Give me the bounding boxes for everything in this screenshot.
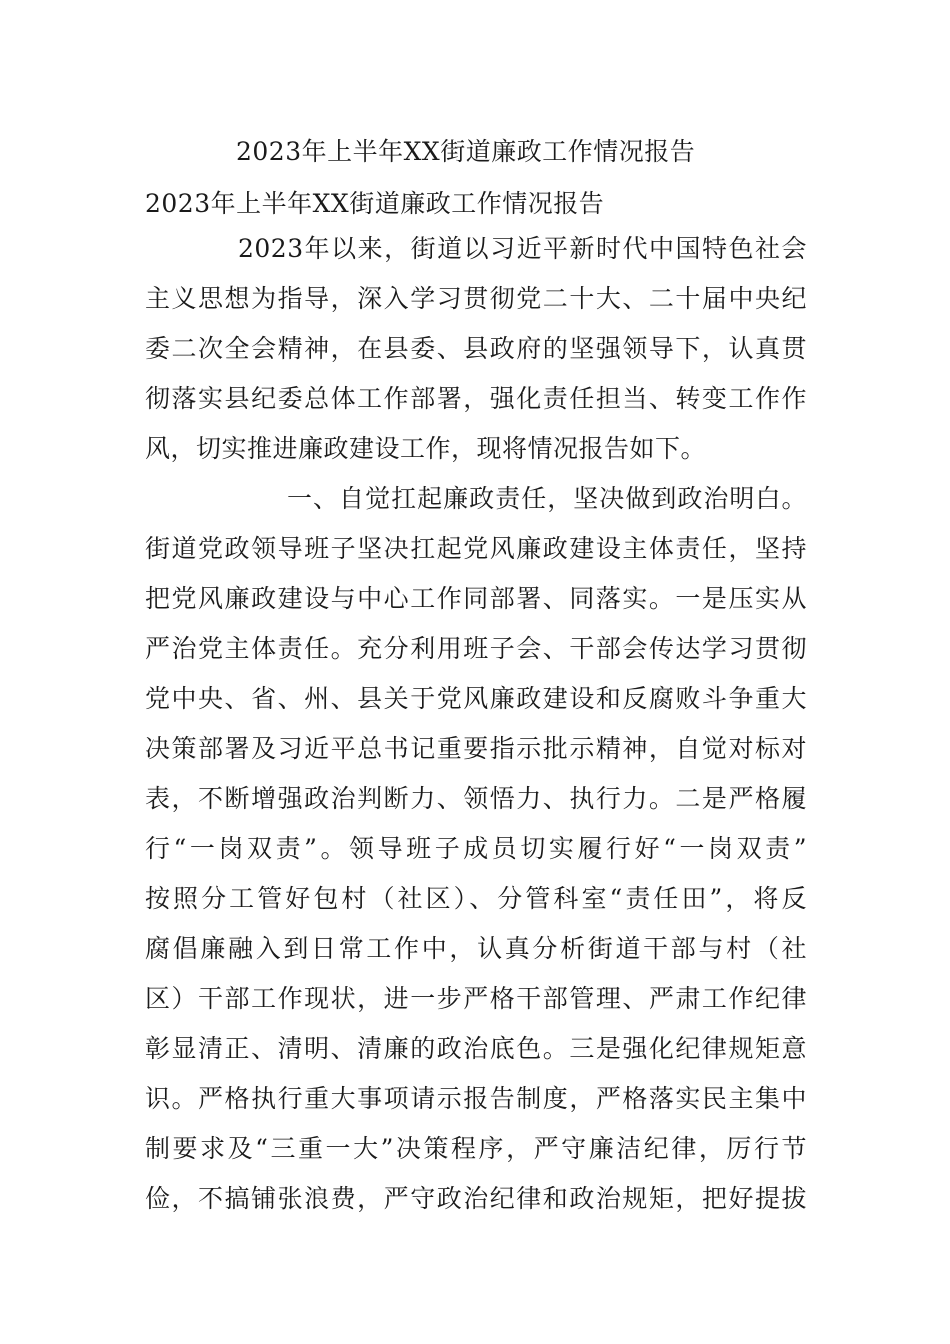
- paragraph-line: 党中央、省、州、县关于党风廉政建设和反腐败斗争重大: [145, 684, 807, 713]
- paragraph-line: 把党风廉政建设与中心工作同部署、同落实。一是压实从: [145, 584, 807, 613]
- paragraph-line: 彰显清正、清明、清廉的政治底色。三是强化纪律规矩意: [145, 1034, 807, 1063]
- paragraph-line: 俭，不搞铺张浪费，严守政治纪律和政治规矩，把好提拔: [145, 1184, 807, 1213]
- paragraph-line: 表，不断增强政治判断力、领悟力、执行力。二是严格履: [145, 784, 807, 813]
- paragraph-line: 彻落实县纪委总体工作部署，强化责任担当、转变工作作: [145, 384, 807, 413]
- paragraph-line: 决策部署及习近平总书记重要指示批示精神，自觉对标对: [145, 734, 807, 763]
- paragraph-line: 委二次全会精神，在县委、县政府的坚强领导下，认真贯: [145, 334, 807, 363]
- document-title: 2023年上半年XX街道廉政工作情况报告: [236, 137, 696, 166]
- paragraph-line: 按照分工管好包村（社区）、分管科室“责任田”，将反: [145, 884, 807, 913]
- paragraph-line: 风，切实推进廉政建设工作，现将情况报告如下。: [145, 434, 707, 463]
- paragraph-line: 2023年以来，街道以习近平新时代中国特色社会: [238, 234, 807, 263]
- paragraph-line: 制要求及“三重一大”决策程序，严守廉洁纪律，厉行节: [145, 1134, 807, 1163]
- paragraph-line: 区）干部工作现状，进一步严格干部管理、严肃工作纪律: [145, 984, 807, 1013]
- paragraph-line: 严治党主体责任。充分利用班子会、干部会传达学习贯彻: [145, 634, 807, 663]
- document-subtitle: 2023年上半年XX街道廉政工作情况报告: [145, 189, 605, 218]
- paragraph-line: 行“一岗双责”。领导班子成员切实履行好“一岗双责”: [145, 834, 807, 863]
- paragraph-line: 识。严格执行重大事项请示报告制度，严格落实民主集中: [145, 1084, 807, 1113]
- paragraph-line: 街道党政领导班子坚决扛起党风廉政建设主体责任，坚持: [145, 534, 807, 563]
- paragraph-line: 腐倡廉融入到日常工作中，认真分析街道干部与村（社: [145, 934, 807, 963]
- paragraph-line: 主义思想为指导，深入学习贯彻党二十大、二十届中央纪: [145, 284, 807, 313]
- section-heading: 一、自觉扛起廉政责任，坚决做到政治明白。: [287, 484, 807, 513]
